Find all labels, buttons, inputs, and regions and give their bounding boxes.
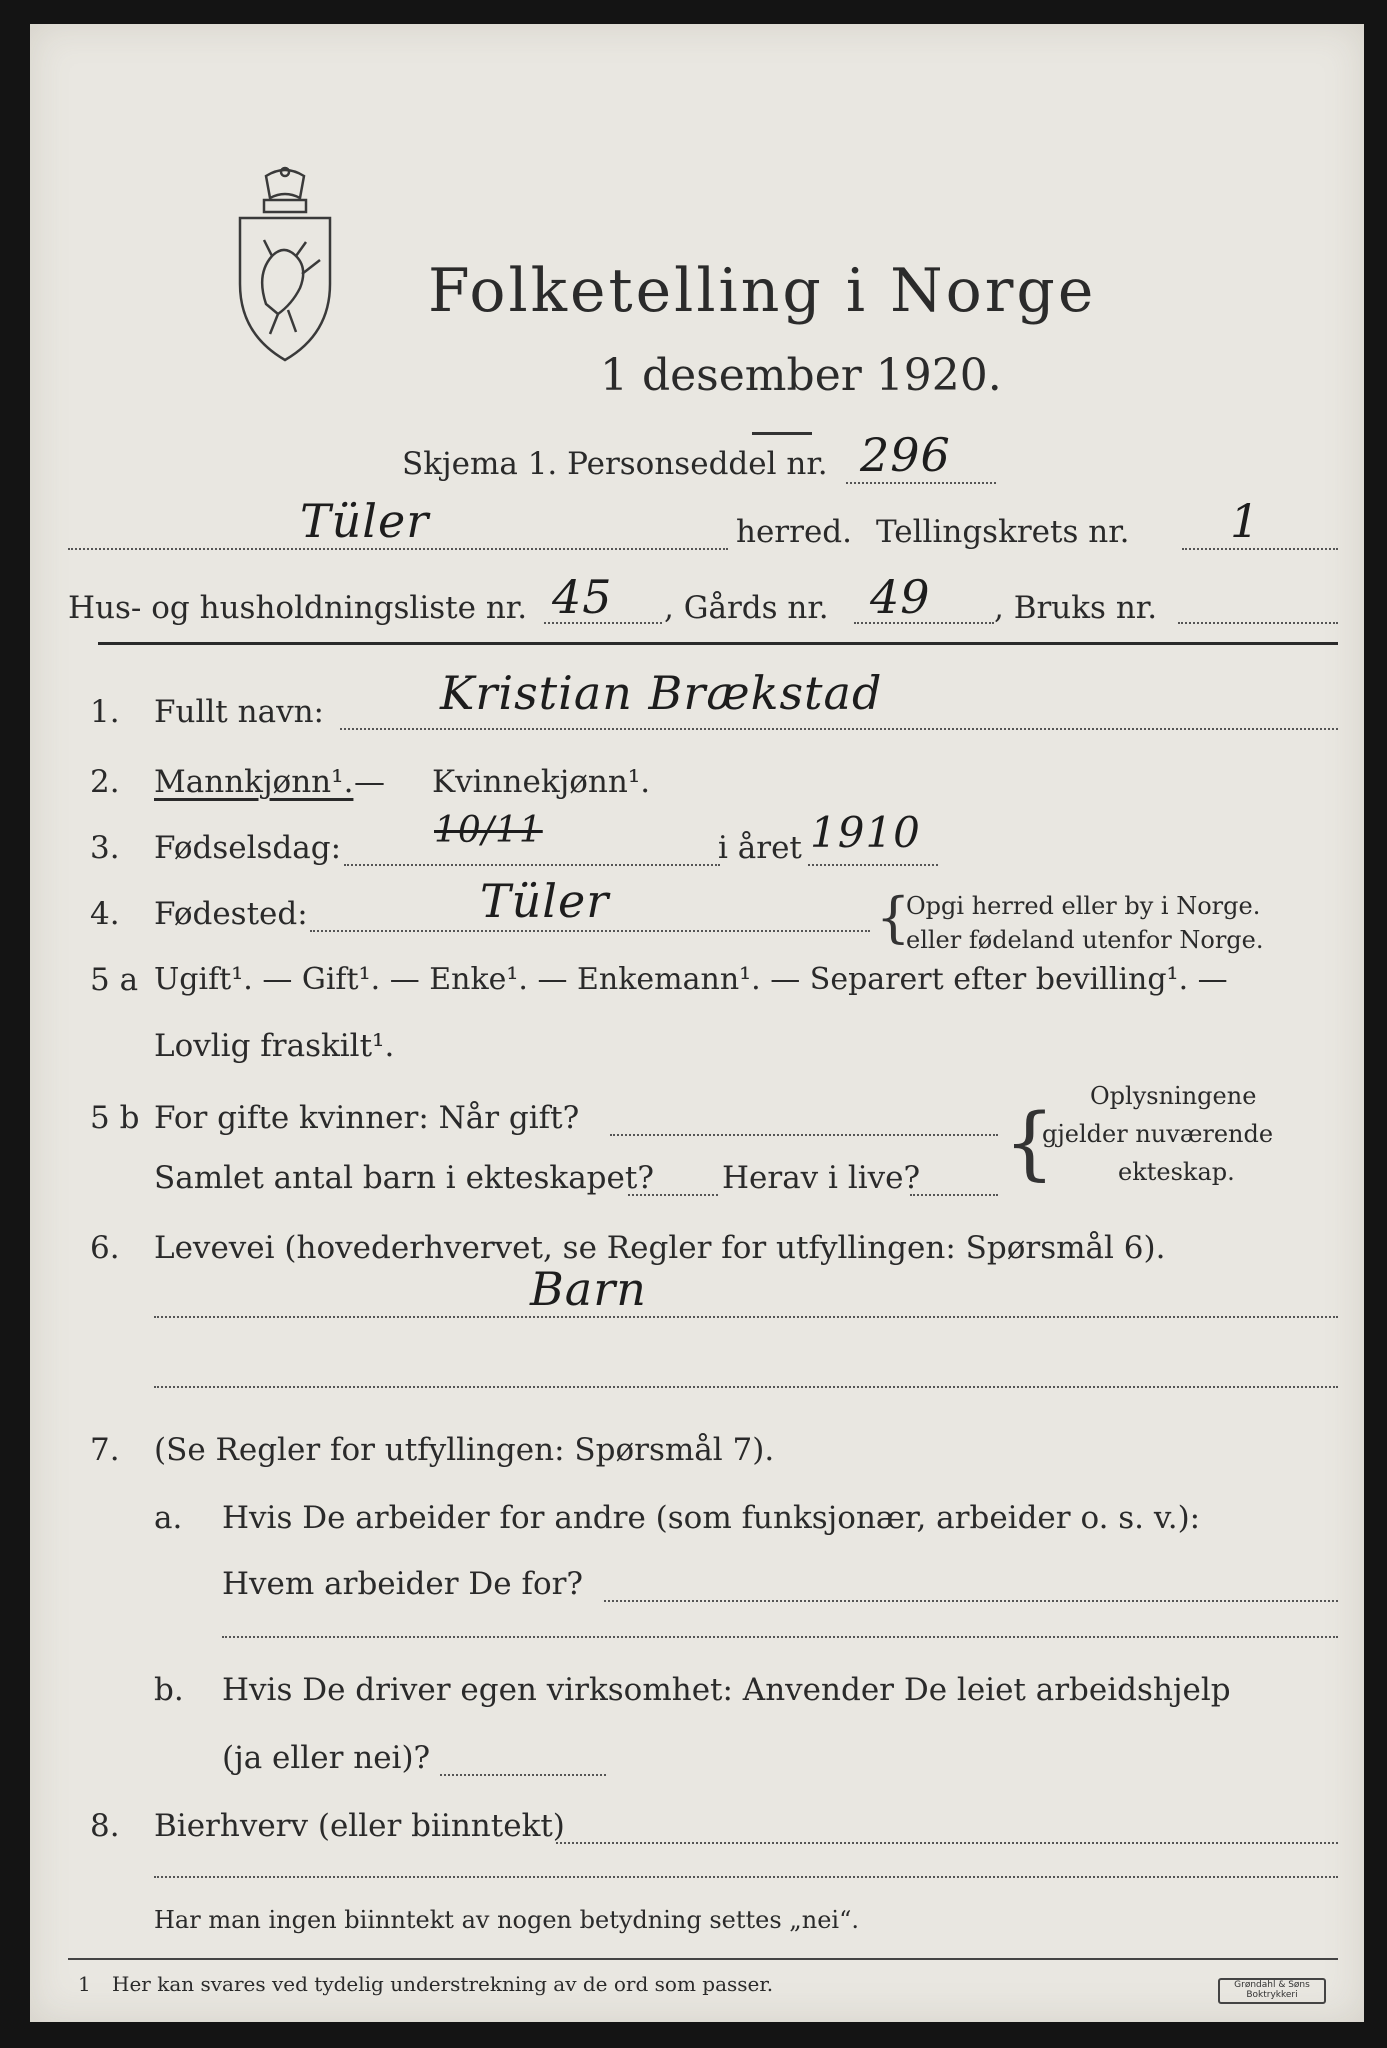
liste-label: Hus- og husholdningsliste nr.: [68, 590, 528, 626]
q3-year-field-line: [808, 864, 938, 866]
q2-separator: —: [354, 764, 385, 800]
q2-number: 2.: [90, 764, 120, 800]
q6-answer: Barn: [530, 1262, 647, 1316]
q5a-line1: Ugift¹. — Gift¹. — Enke¹. — Enkemann¹. — Separert efter bevilling¹. —: [154, 962, 1228, 997]
q2-female-option: Kvinnekjønn¹.: [432, 764, 651, 800]
q3-label: Fødselsdag:: [154, 830, 342, 866]
liste-value: 45: [552, 570, 613, 624]
q4-note-brace: {: [876, 886, 911, 949]
herred-label: herred.: [736, 514, 852, 550]
q4-answer: Tüler: [480, 874, 610, 928]
q1-field-line: [340, 728, 1338, 730]
q7b-line2: (ja eller nei)?: [222, 1740, 431, 1776]
q5b-number: 5 b: [90, 1100, 140, 1136]
q8-field-line-1: [556, 1842, 1338, 1844]
printer-stamp: Grøndahl & Søns Boktrykkeri: [1218, 1978, 1326, 2004]
q5a-line2: Lovlig fraskilt¹.: [154, 1028, 395, 1064]
schema-number-value: 296: [860, 428, 951, 482]
q8-label: Bierhverv (eller biinntekt): [154, 1808, 565, 1844]
census-form-sheet: [30, 24, 1364, 2022]
q3-crossed-date: 10/11: [434, 810, 543, 851]
q7-number: 7.: [90, 1432, 120, 1468]
herred-value: Tüler: [300, 494, 430, 548]
q5b-children-field-line: [628, 1194, 718, 1196]
q5b-married-field-line: [610, 1134, 998, 1136]
q6-field-line-1: [154, 1316, 1338, 1318]
schema-number-line: [846, 482, 996, 484]
q7b-letter: b.: [154, 1672, 184, 1708]
tellingskrets-value: 1: [1230, 494, 1261, 548]
q3-number: 3.: [90, 830, 120, 866]
q3-year-label: i året: [718, 830, 802, 866]
gards-value: 49: [870, 570, 931, 624]
q7a-field-line-1: [604, 1600, 1338, 1602]
q4-label: Fødested:: [154, 896, 308, 932]
q7a-line2: Hvem arbeider De for?: [222, 1566, 584, 1602]
q7a-letter: a.: [154, 1500, 183, 1536]
q5b-alive-field-line: [910, 1194, 998, 1196]
q4-note-line2: eller fødeland utenfor Norge.: [906, 926, 1264, 954]
gards-label: , Gårds nr.: [664, 590, 829, 626]
q5b-note-brace: {: [1004, 1096, 1055, 1189]
title-divider: [752, 432, 812, 435]
q7-label: (Se Regler for utfyllingen: Spørsmål 7).: [154, 1432, 775, 1468]
bruks-label: , Bruks nr.: [994, 590, 1158, 626]
q1-number: 1.: [90, 694, 120, 730]
herred-field-line: [68, 548, 728, 550]
tellingskrets-label: Tellingskrets nr.: [876, 514, 1130, 550]
form-title: Folketelling i Norge: [428, 256, 1097, 326]
footnote-text: Her kan svares ved tydelig understrekning av de ord som passer.: [112, 1972, 774, 1996]
tellingskrets-field-line: [1182, 548, 1338, 550]
q7b-field-line: [440, 1774, 606, 1776]
q5b-line1: For gifte kvinner: Når gift?: [154, 1100, 580, 1136]
q4-field-line: [310, 930, 870, 932]
bruks-field-line: [1178, 622, 1338, 624]
form-date: 1 desember 1920.: [600, 350, 1002, 401]
q6-label: Levevei (hovederhvervet, se Regler for utfyllingen: Spørsmål 6).: [154, 1230, 1166, 1266]
q5b-alive-label: Herav i live?: [722, 1160, 921, 1196]
header-separator: [98, 642, 1338, 645]
footnote-mark: 1: [78, 1972, 91, 1996]
q7b-line1: Hvis De driver egen virksomhet: Anvender De leiet arbeidshjelp: [222, 1672, 1231, 1708]
q2-male-option: Mannkjønn¹.: [154, 764, 354, 800]
q5b-note-line1: Oplysningene: [1090, 1082, 1257, 1110]
q5b-note-line3: ekteskap.: [1118, 1158, 1235, 1186]
q5a-number: 5 a: [90, 962, 139, 998]
q8-number: 8.: [90, 1808, 120, 1844]
q7a-field-line-2: [222, 1636, 1338, 1638]
q7a-line1: Hvis De arbeider for andre (som funksjonær, arbeider o. s. v.):: [222, 1500, 1201, 1536]
q5b-note-line2: gjelder nuværende: [1042, 1120, 1274, 1148]
q3-year-value: 1910: [810, 808, 921, 857]
q4-number: 4.: [90, 896, 120, 932]
q1-answer: Kristian Brækstad: [440, 666, 883, 720]
footnote-separator: [68, 1958, 1338, 1960]
q6-field-line-2: [154, 1386, 1338, 1388]
q4-note-line1: Opgi herred eller by i Norge.: [906, 892, 1261, 920]
norwegian-coat-of-arms-icon: [226, 164, 344, 364]
q8-note: Har man ingen biinntekt av nogen betydning settes „nei“.: [154, 1906, 859, 1934]
q6-number: 6.: [90, 1230, 120, 1266]
schema-label: Skjema 1. Personseddel nr.: [402, 446, 828, 482]
q5b-children-label: Samlet antal barn i ekteskapet?: [154, 1160, 654, 1196]
q3-date-field-line: [344, 864, 720, 866]
q1-label: Fullt navn:: [154, 694, 324, 730]
q8-field-line-2: [154, 1876, 1338, 1878]
